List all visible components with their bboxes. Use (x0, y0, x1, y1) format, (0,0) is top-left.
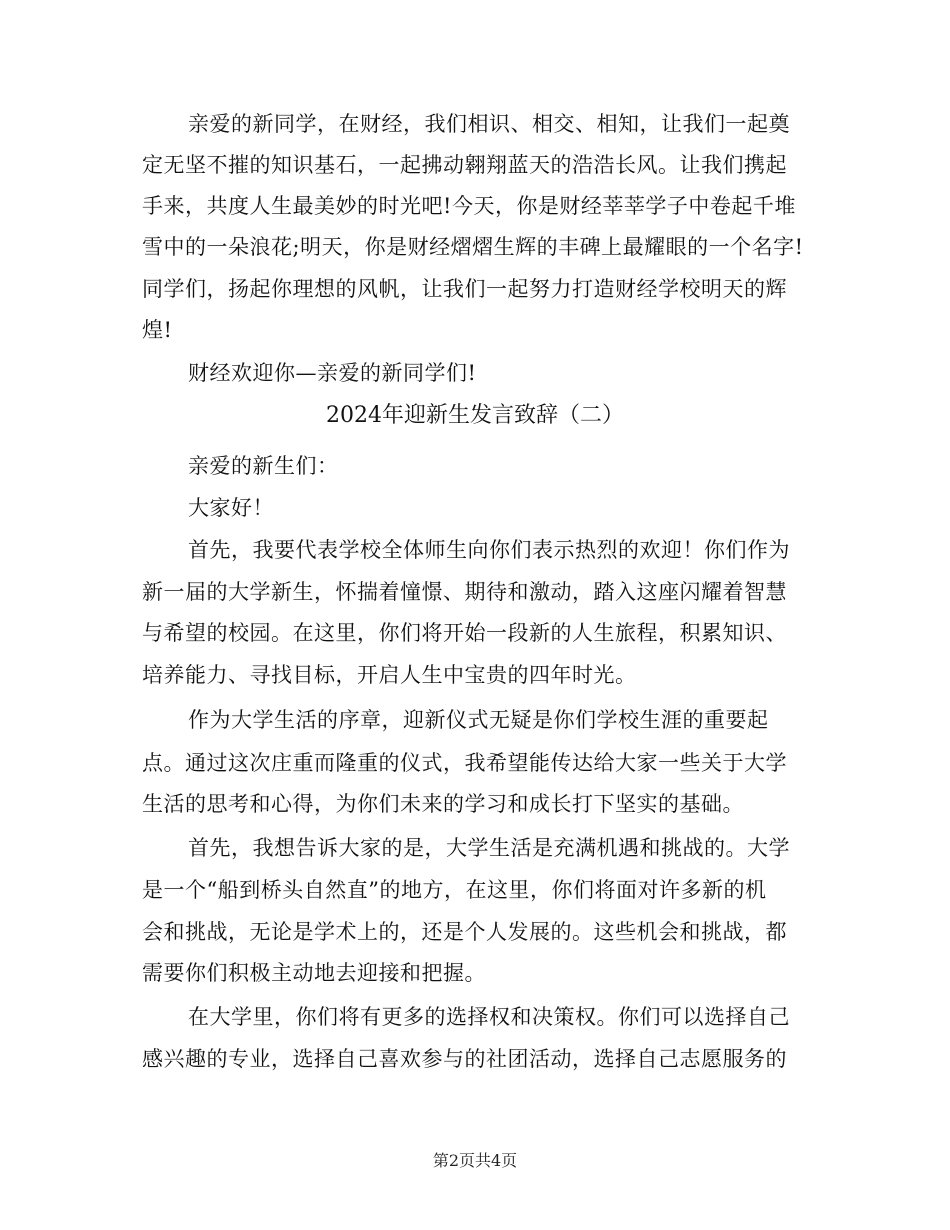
section-title: 2024年迎新生发言致辞（二） (326, 403, 624, 428)
paragraph-line: 作为大学生活的序章，迎新仪式无疑是你们学校生涯的重要起 (188, 708, 769, 732)
paragraph-line: 财经欢迎你—亲爱的新同学们! (188, 361, 477, 385)
page-number: 第2页共4页 (432, 1151, 518, 1170)
paragraph-line: 在大学里，你们将有更多的选择权和决策权。你们可以选择自己 (188, 1005, 790, 1029)
paragraph-line: 需要你们积极主动地去迎接和把握。 (142, 961, 486, 985)
salutation: 亲爱的新生们： (188, 454, 339, 478)
paragraph-line: 是一个“船到桥头自然直”的地方，在这里，你们将面对许多新的机 (142, 878, 767, 902)
greeting: 大家好！ (188, 496, 274, 520)
paragraph-line: 与希望的校园。在这里，你们将开始一段新的人生旅程，积累知识、 (142, 621, 787, 645)
paragraph-line: 雪中的一朵浪花;明天，你是财经熠熠生辉的丰碑上最耀眼的一个名字! (142, 235, 804, 259)
paragraph-line: 点。通过这次庄重而隆重的仪式，我希望能传达给大家一些关于大学 (142, 751, 787, 775)
paragraph-line: 同学们，扬起你理想的风帆，让我们一起努力打造财经学校明天的辉 (142, 277, 787, 301)
paragraph-line: 感兴趣的专业，选择自己喜欢参与的社团活动，选择自己志愿服务的 (142, 1047, 787, 1071)
paragraph-line: 培养能力、寻找目标，开启人生中宝贵的四年时光。 (142, 663, 637, 687)
paragraph-line: 手来，共度人生最美妙的时光吧!今天，你是财经莘莘学子中卷起千堆 (142, 194, 796, 218)
paragraph-line: 首先，我要代表学校全体师生向你们表示热烈的欢迎！你们作为 (188, 538, 790, 562)
paragraph-line: 新一届的大学新生，怀揣着憧憬、期待和激动，踏入这座闪耀着智慧 (142, 580, 787, 604)
paragraph-line: 会和挑战，无论是学术上的，还是个人发展的。这些机会和挑战，都 (142, 920, 787, 944)
paragraph-line: 首先，我想告诉大家的是，大学生活是充满机遇和挑战的。大学 (188, 836, 790, 860)
paragraph-line: 生活的思考和心得，为你们未来的学习和成长打下坚实的基础。 (142, 792, 744, 816)
paragraph-line: 煌! (142, 318, 173, 342)
paragraph-line: 定无坚不摧的知识基石，一起拂动翱翔蓝天的浩浩长风。让我们携起 (142, 153, 787, 177)
paragraph-line: 亲爱的新同学，在财经，我们相识、相交、相知，让我们一起奠 (188, 112, 790, 136)
